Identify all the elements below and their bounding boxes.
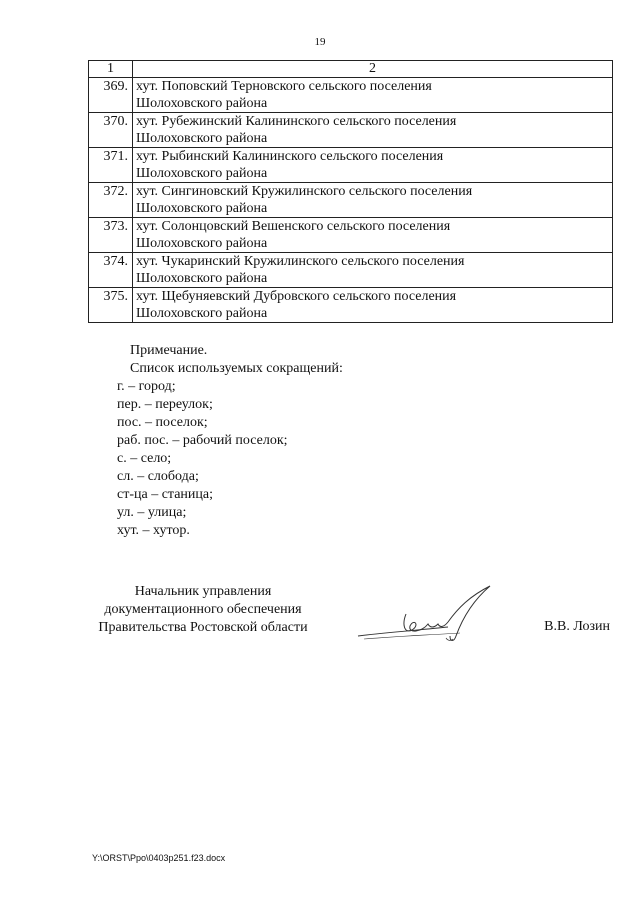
signatory-title: [88, 583, 318, 637]
note-subtitle: Список используемых сокращений:: [130, 361, 343, 376]
settlement-line-2: Шолоховского района: [136, 271, 268, 286]
abbreviation-item: хут. – хутор.: [117, 523, 190, 538]
table-header-row: [89, 61, 613, 78]
settlement-description: [133, 183, 613, 218]
settlement-description: [133, 253, 613, 288]
settlement-line-1: хут. Рубежинский Калининского сельского поселения: [136, 114, 457, 129]
abbreviation-item: пос. – поселок;: [117, 415, 208, 430]
settlement-description: [133, 148, 613, 183]
abbreviation-item: ст-ца – станица;: [117, 487, 213, 502]
page-number: 19: [314, 36, 326, 48]
abbreviation-item: г. – город;: [117, 379, 176, 394]
settlements-table: [88, 60, 613, 323]
settlement-line-2: Шолоховского района: [136, 201, 268, 216]
table-row: [89, 218, 613, 253]
settlement-line-1: хут. Сингиновский Кружилинского сельского поселения: [136, 184, 473, 199]
settlement-description: [133, 288, 613, 323]
abbreviation-item: с. – село;: [117, 451, 172, 466]
table-row: [89, 78, 613, 113]
note-title: Примечание.: [130, 343, 208, 358]
handwritten-signature: [350, 578, 500, 658]
settlement-line-1: хут. Щебуняевский Дубровского сельского поселения: [136, 289, 457, 304]
row-number: 375.: [89, 288, 133, 323]
settlement-line-1: хут. Солонцовский Вешенского сельского поселения: [136, 219, 451, 234]
settlement-line-1: хут. Чукаринский Кружилинского сельского поселения: [136, 254, 465, 269]
row-number: 370.: [89, 113, 133, 148]
column-header-1: 1: [89, 61, 133, 78]
abbreviation-item: пер. – переулок;: [117, 397, 213, 412]
table-row: [89, 113, 613, 148]
settlement-description: [133, 218, 613, 253]
row-number: 369.: [89, 78, 133, 113]
abbreviation-item: раб. пос. – рабочий поселок;: [117, 433, 288, 448]
column-header-2: 2: [133, 61, 613, 78]
row-number: 371.: [89, 148, 133, 183]
table-row: [89, 253, 613, 288]
settlement-line-1: хут. Поповский Терновского сельского поселения: [136, 79, 432, 94]
row-number: 373.: [89, 218, 133, 253]
table-row: [89, 183, 613, 218]
settlement-description: [133, 78, 613, 113]
signatory-title-line-1: Начальник управления: [134, 584, 272, 599]
settlement-line-2: Шолоховского района: [136, 236, 268, 251]
row-number: 372.: [89, 183, 133, 218]
file-path-footer: Y:\ORST\Ppo\0403p251.f23.docx: [92, 853, 226, 863]
abbreviations-note: [117, 342, 343, 540]
table-row: [89, 148, 613, 183]
settlement-line-1: хут. Рыбинский Калининского сельского поселения: [136, 149, 444, 164]
settlement-line-2: Шолоховского района: [136, 131, 268, 146]
signatory-title-line-3: Правительства Ростовской области: [98, 620, 308, 635]
signatory-title-line-2: документационного обеспечения: [104, 602, 302, 617]
settlement-line-2: Шолоховского района: [136, 166, 268, 181]
settlement-line-2: Шолоховского района: [136, 306, 268, 321]
abbreviation-item: ул. – улица;: [117, 505, 187, 520]
abbreviation-item: сл. – слобода;: [117, 469, 199, 484]
row-number: 374.: [89, 253, 133, 288]
settlement-description: [133, 113, 613, 148]
settlement-line-2: Шолоховского района: [136, 96, 268, 111]
signer-name: В.В. Лозин: [544, 619, 610, 634]
table-row: [89, 288, 613, 323]
